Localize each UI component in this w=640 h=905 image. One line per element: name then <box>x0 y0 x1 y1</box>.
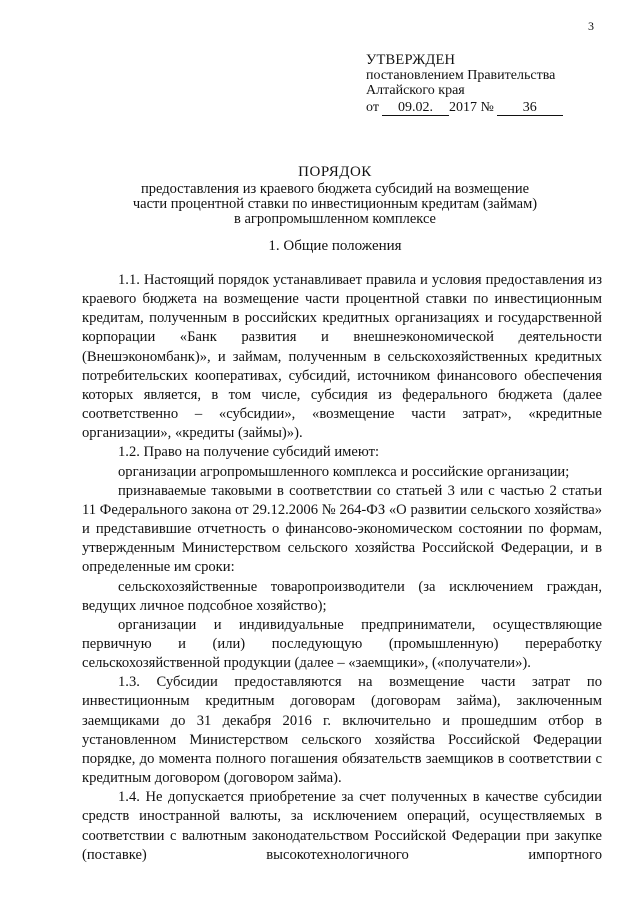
paragraph-eligible-2: признаваемые таковыми в соответствии со статьей 3 или с частью 2 статьи 11 Федерального закона от 29.12.2006 № 264-ФЗ «О развитии сельского хозяйства» и представившие отчетность о финансово-экономическом состоянии по формам, утвержденным Министерством сельского хозяйства Российской Федерации, и в определенные им сроки: <box>82 482 602 576</box>
paragraph-1-2: 1.2. Право на получение субсидий имеют: <box>118 444 380 461</box>
year-label: 2017 № <box>448 100 494 115</box>
document-title: ПОРЯДОК <box>298 164 372 180</box>
section-title: 1. Общие положения <box>268 238 402 254</box>
body-text <box>82 271 602 865</box>
approved-title: УТВЕРЖДЕН <box>366 52 456 68</box>
date-prefix: от <box>366 100 379 115</box>
page-number: 3 <box>588 19 594 33</box>
document-subtitle-line-1: предоставления из краевого бюджета субсидий на возмещение <box>140 181 530 197</box>
approval-line-1: постановлением Правительства <box>366 68 556 83</box>
date-field[interactable]: 09.02. <box>382 101 449 116</box>
approval-line-2: Алтайского края <box>366 83 465 98</box>
paragraph-eligible-3: сельскохозяйственные товаропроизводители (за исключением граждан, ведущих личное подсобное хозяйство); <box>82 578 602 614</box>
paragraph-1-4: 1.4. Не допускается приобретение за счет полученных в качестве субсидии средств иностранной валюты, за исключением операций, осуществляемых в соответствии с валютным законодательством Российской Федерации при закупке (поставке) высокотехнологичного импортного <box>82 789 602 863</box>
document-subtitle-line-2: части процентной ставки по инвестиционным кредитам (займам) <box>132 196 538 212</box>
paragraph-1-3: 1.3. Субсидии предоставляются на возмещение части затрат по инвестиционным кредитным договорам (договорам займа), заключенным заемщиками до 31 декабря 2016 г. включительно и прошедшим отбор в установленном Министерством сельского хозяйства Российской Федерации порядке, до момента полного погашения обязательств заемщиков в соответствии с кредитным договором (договором займа). <box>82 674 602 787</box>
paragraph-eligible-1: организации агропромышленного комплекса и российские организации; <box>118 463 570 480</box>
document-subtitle-line-3: в агропромышленном комплексе <box>233 211 436 227</box>
approval-date-line <box>366 100 616 116</box>
paragraph-eligible-4: организации и индивидуальные предприниматели, осуществляющие первичную и (или) последующую (промышленную) переработку сельскохозяйственной продукции (далее – «заемщики», («получатели»). <box>82 616 602 672</box>
number-field[interactable]: 36 <box>497 101 563 116</box>
paragraph-1-1: 1.1. Настоящий порядок устанавливает правила и условия предоставления из краевого бюджета на возмещение части процентной ставки по инвестиционным кредитам, полученным в российских кредитных организациях и государственной корпорации «Банк развития и внешнеэкономической деятельности (Внешэкономбанк)», и займам, полученным в сельскохозяйственных кредитных потребительских кооперативах, субсидий, источником финансового обеспечения которых является, в том числе, субсидия из федерального бюджета (далее соответственно – «субсидии», «возмещение части затрат», «кредитные организации», «кредиты (займы)»). <box>82 272 602 442</box>
document-heading <box>60 165 610 227</box>
approval-stamp <box>366 53 616 116</box>
